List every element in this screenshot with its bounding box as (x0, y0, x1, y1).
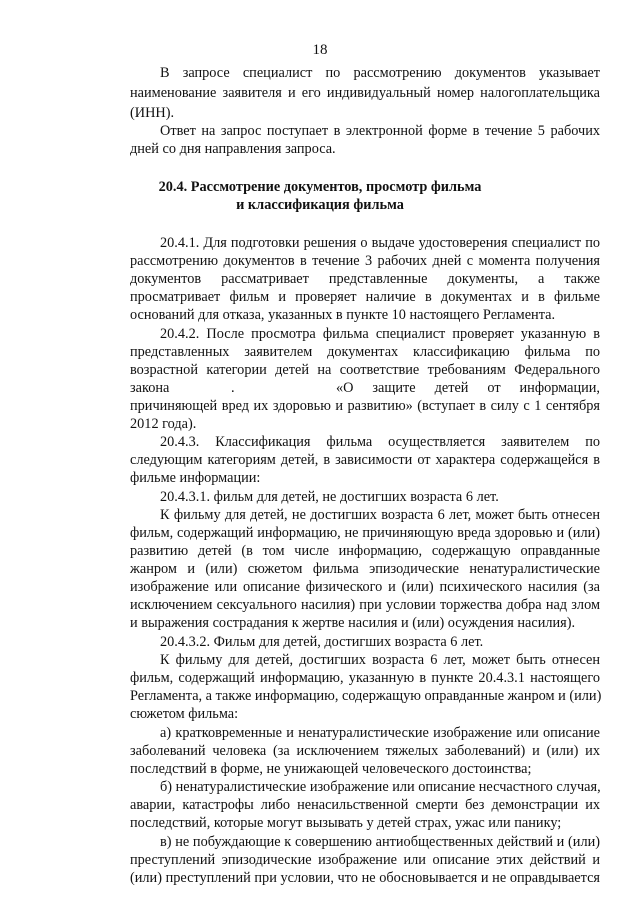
text-line: представленных заявителем документах классификацию фильма по (130, 344, 600, 360)
text-line: . (231, 380, 235, 396)
text-line: дней со дня направления запроса. (130, 141, 336, 157)
text-line: наименование заявителя и его индивидуальный номер налогоплательщика (130, 85, 600, 101)
section-heading: и классификация фильма (236, 197, 404, 213)
text-line: закона (130, 380, 170, 396)
text-line: фильм, содержащий информацию, не причиняющую вреда здоровью и (или) (130, 525, 600, 541)
text-line: последствий в форме, не унижающей человеческого достоинства; (130, 761, 532, 777)
text-line: оснований для отказа, указанных в пункте 10 настоящего Регламента. (130, 307, 556, 323)
text-line: изображение или описание физического и (или) психического насилия (за (130, 579, 600, 595)
text-line: Регламента, а также информацию, содержащую оправданные жанром и (или) (130, 688, 602, 704)
text-line: исключением сексуального насилия) при условии торжества добра над злом (130, 597, 600, 613)
text-line: «О защите детей от информации, (336, 380, 600, 396)
text-line: Ответ на запрос поступает в электронной форме в течение 5 рабочих (160, 123, 600, 139)
text-line: 20.4.3. Классификация фильма осуществляется заявителем по (160, 434, 600, 450)
text-line: возрастной категории детей на соответствие требованиям Федерального (130, 362, 600, 378)
text-line: б) ненатуралистические изображение или описание несчастного случая, (160, 779, 601, 795)
text-line: 20.4.3.1. фильм для детей, не достигших возраста 6 лет. (160, 489, 499, 505)
text-line: К фильму для детей, достигших возраста 6 лет, может быть отнесен (160, 652, 600, 668)
text-line: К фильму для детей, не достигших возраста 6 лет, может быть отнесен (160, 507, 600, 523)
text-line: просматривает фильм и проверяет наличие в документах и в фильме (130, 289, 600, 305)
text-line: фильм, содержащий информацию, указанную в пункте 20.4.3.1 настоящего (130, 670, 600, 686)
text-line: и выражения сострадания к жертве насилия и (или) осуждения насилия). (130, 615, 576, 631)
text-line: фильме информации: (130, 470, 261, 486)
text-line: в) не побуждающие к совершению антиобщественных действий и (или) (160, 834, 600, 850)
text-line: последствий, которые могут вызывать у детей страх, ужас или панику; (130, 815, 562, 831)
text-line: 20.4.2. После просмотра фильма специалист проверяет указанную в (160, 326, 600, 342)
text-line: причиняющей вред их здоровью и развитию» (вступает в силу с 1 сентября (130, 398, 600, 414)
text-line: документов рассматривает представленные документы, а также (130, 271, 600, 287)
text-line: 20.4.1. Для подготовки решения о выдаче удостоверения специалист по (160, 235, 600, 251)
text-line: преступлений эпизодические изображение или описание этих действий и (130, 852, 600, 868)
text-line: сюжетом фильма: (130, 706, 239, 722)
text-line: жанром и (или) сюжетом фильма эпизодические ненатуралистические (130, 561, 600, 577)
text-line: 20.4.3.2. Фильм для детей, достигших возраста 6 лет. (160, 634, 484, 650)
text-line: следующим категориям детей, в зависимости от характера содержащейся в (130, 452, 600, 468)
text-line: (или) преступлений при условии, что не обосновывается и не оправдывается (130, 870, 600, 886)
page-number: 18 (312, 42, 328, 58)
text-line: 2012 года). (130, 416, 197, 432)
text-line: В запросе специалист по рассмотрению документов указывает (160, 65, 600, 81)
text-line: а) кратковременные и ненатуралистические изображение или описание (160, 725, 600, 741)
section-heading: 20.4. Рассмотрение документов, просмотр фильма (158, 179, 482, 195)
text-line: аварии, катастрофы либо ненасильственной смерти без демонстрации их (130, 797, 600, 813)
text-line: рассмотрению документов в течение 3 рабочих дней с момента получения (130, 253, 600, 269)
text-line: (ИНН). (130, 105, 175, 121)
text-line: развитию детей (в том числе информацию, содержащую оправданные (130, 543, 600, 559)
text-line: заболеваний человека (за исключением тяжелых заболеваний) и (или) их (130, 743, 600, 759)
